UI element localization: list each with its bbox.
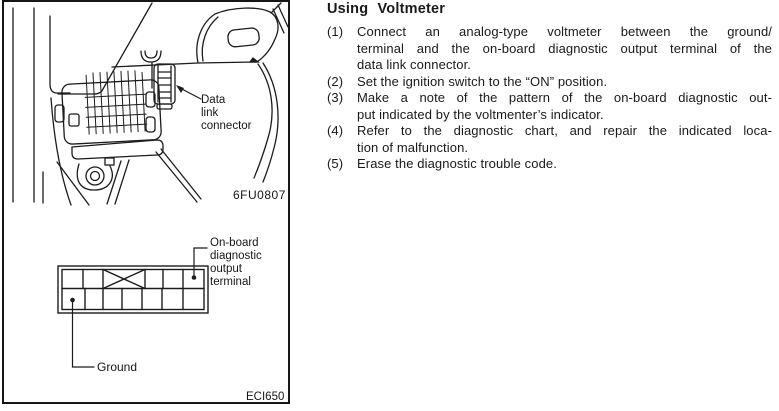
step-text [357, 156, 772, 173]
connector-diagram-labels [97, 237, 284, 402]
step-number: (3) [327, 90, 344, 105]
figure-panel [2, 0, 290, 404]
connector-pin-diagram [58, 248, 208, 367]
dash-clip [141, 51, 161, 62]
ground-label: Ground [97, 360, 138, 374]
console-edge-lines [254, 5, 288, 182]
step-text [357, 74, 772, 91]
figure-code-top: 6FU0807 [233, 188, 286, 202]
terminal-label-line2: diagnostic [210, 250, 262, 262]
section-heading: Using Voltmeter [327, 1, 446, 17]
step-3 [327, 90, 772, 123]
step-5 [327, 156, 772, 173]
terminal-label-line4: terminal [210, 276, 251, 288]
terminal-label-line1: On-board [210, 237, 259, 249]
step-line: tion of malfunction. [357, 139, 469, 155]
step-number: (5) [327, 156, 344, 171]
data-link-label-line1: Data [201, 94, 226, 106]
top-row-dividers [83, 270, 183, 289]
data-link-label-line2: link [201, 107, 219, 119]
terminal-label-line3: output [210, 263, 242, 275]
figure-code-bottom: ECI650 [246, 391, 285, 402]
step-text [357, 24, 772, 74]
step-line: Erase the diagnostic trouble code. [357, 156, 557, 171]
step-line: Connect an analog-type voltmeter between the ground/ [357, 24, 772, 39]
data-link-leader-line [176, 85, 201, 99]
ground-leader [73, 302, 95, 367]
blocked-cell-x [103, 270, 145, 289]
step-line: put indicated by the voltmenter’s indicator. [357, 106, 604, 122]
figure-artwork [4, 2, 288, 402]
step-line: Refer to the diagnostic chart, and repair the indicated loca- [357, 123, 772, 138]
step-number: (2) [327, 73, 344, 89]
mount-bracket [57, 140, 201, 205]
underdash-drawing [13, 3, 288, 205]
step-line: Set the ignition switch to the “ON” position. [357, 73, 608, 89]
step-2 [327, 74, 772, 91]
step-line: terminal and the on-board diagnostic output terminal of the [357, 40, 772, 56]
steering-column-cover [197, 3, 281, 63]
step-number: (4) [327, 123, 344, 138]
step-line: data link connector. [357, 57, 472, 72]
step-4 [327, 123, 772, 156]
underdash-labels [201, 94, 286, 202]
fuse-box [61, 69, 162, 144]
instructions-column [327, 1, 772, 173]
step-text [357, 90, 772, 123]
step-line: Make a note of the pattern of the on-board diagnostic out- [357, 90, 772, 105]
diagnostic-terminal-leader [194, 248, 207, 276]
data-link-label-line3: connector [201, 120, 252, 132]
bottom-row-dividers [85, 289, 183, 310]
step-number: (1) [327, 24, 344, 39]
connector-outer [58, 266, 208, 313]
data-link-connector-part [154, 64, 175, 109]
step-1 [327, 24, 772, 74]
step-text [357, 123, 772, 156]
